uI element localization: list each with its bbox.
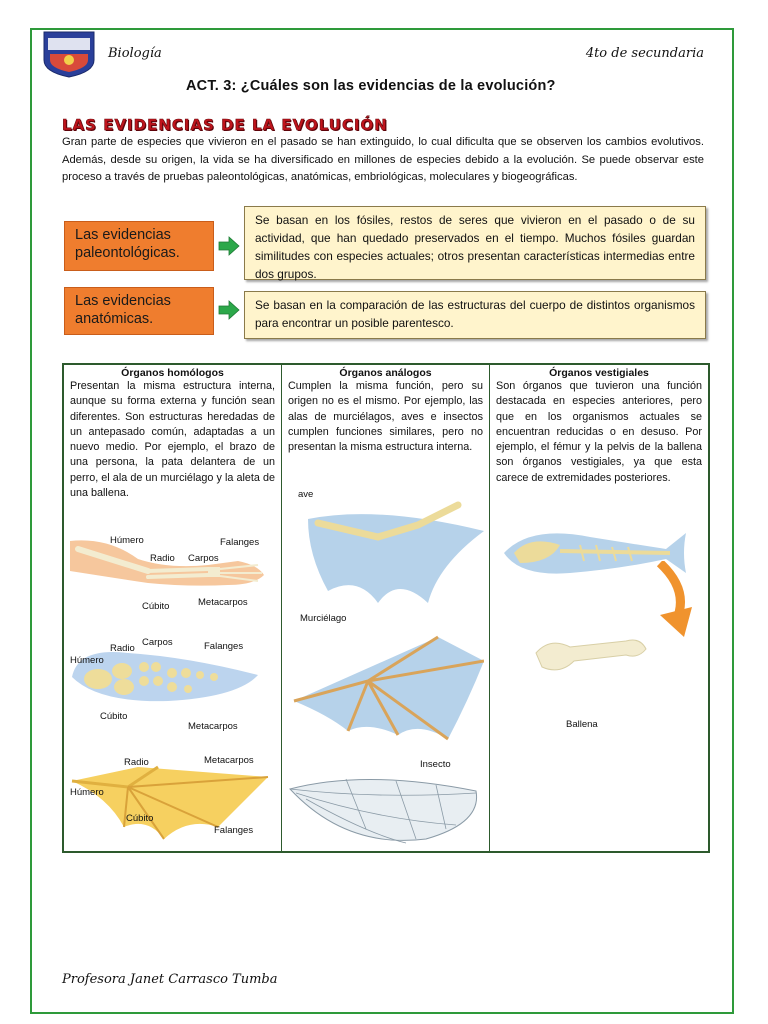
vestigial-bones-illustration <box>530 627 650 677</box>
wing-metacarpals-label: Metacarpos <box>204 755 254 766</box>
arm-humerus-label: Húmero <box>110 535 144 546</box>
flipper-carpals-label: Carpos <box>142 637 173 648</box>
activity-title: ACT. 3: ¿Cuáles son las evidencias de la evolución? <box>186 78 556 94</box>
organs-table <box>62 363 710 853</box>
analogous-text: Cumplen la misma función, pero su origen no es el mismo. Por ejemplo, las alas de murciélagos, aves e insectos cumplen funciones similares, pero no presentan la misma estructura interna. <box>288 380 483 454</box>
wing-radius-label: Radio <box>124 757 149 768</box>
subject-label: Biología <box>108 46 162 61</box>
arm-ulna-label: Cúbito <box>142 601 170 612</box>
vestigial-title: Órganos vestigiales <box>549 367 649 379</box>
vestigial-column <box>490 365 708 851</box>
arm-phalanges-label: Falanges <box>220 537 260 548</box>
bird-wing-illustration <box>288 495 484 605</box>
whale-label: Ballena <box>566 719 598 730</box>
anatomical-description: Se basan en la comparación de las estructuras del cuerpo de distintos organismos para encontrar un posible parentesco. <box>244 291 706 339</box>
homologous-text: Presentan la misma estructura interna, aunque su forma externa y función sean diferentes. Son estructuras heredadas de un antepasado común, adaptadas a un nuevo medio. Por ejemplo, el brazo de una persona, la pata delantera de un perro, el ala de un murciélago y la aleta de una ballena. <box>70 380 275 500</box>
insect-label: Insecto <box>420 759 451 770</box>
flipper-metacarpals-label: Metacarpos <box>188 721 238 732</box>
arm-metacarpals-label: Metacarpos <box>198 597 248 608</box>
bat-label: Murciélago <box>300 613 347 624</box>
flipper-radius-label: Radio <box>110 643 135 654</box>
homologous-column <box>64 365 282 851</box>
grade-label: 4to de secundaria <box>585 46 704 61</box>
bat-analogous-wing-illustration <box>288 631 484 741</box>
intro-paragraph: Gran parte de especies que vivieron en el pasado se han extinguido, lo cual dificulta que se observen los cambios evolutivos. Además, desde su origen, la vida se ha diversificado en millones de especies debido a la evolución. Se puede observar este proceso a través de pruebas paleontológicas, anatómicas, embriológicas, moleculares y biogeográficas. <box>62 136 704 183</box>
wing-humerus-label: Húmero <box>70 787 104 798</box>
teacher-signature: Profesora Janet Carrasco Tumba <box>62 972 278 987</box>
flipper-humerus-label: Húmero <box>70 655 104 666</box>
wing-ulna-label: Cúbito <box>126 813 154 824</box>
anatomical-label: Las evidencias anatómicas. <box>64 287 214 335</box>
analogous-title: Órganos análogos <box>339 367 432 379</box>
flipper-phalanges-label: Falanges <box>204 641 244 652</box>
section-title: LAS EVIDENCIAS DE LA EVOLUCIÓN <box>62 116 388 134</box>
whale-flipper-illustration <box>68 637 276 717</box>
insect-wing-illustration <box>286 769 486 851</box>
vestigial-text: Son órganos que tuvieron una función destacada en especies anteriores, pero que en los organismos actuales se encuentran reducidas o en desuso. Por ejemplo, el fémur y la pelvis de la ballena son órganos vestigiales, ya que esta carece de extremidades posteriores. <box>496 380 702 484</box>
school-logo-icon <box>40 30 98 78</box>
analogous-column <box>282 365 490 851</box>
paleontological-description: Se basan en los fósiles, restos de seres que vivieron en el pasado o de su actividad, que han quedado preservados en el tiempo. Muchos fósiles guardan similitudes con especies actuales; otros presentan características intermedias entre dos grupos. <box>244 206 706 280</box>
homologous-title: Órganos homólogos <box>121 367 224 379</box>
wing-phalanges-label: Falanges <box>214 825 254 836</box>
arrow-right-icon <box>218 300 240 320</box>
flipper-ulna-label: Cúbito <box>100 711 128 722</box>
bird-label: ave <box>298 489 314 500</box>
arrow-right-icon <box>218 236 240 256</box>
arm-carpals-label: Carpos <box>188 553 219 564</box>
paleontological-label: Las evidencias paleontológicas. <box>64 221 214 271</box>
arm-radius-label: Radio <box>150 553 175 564</box>
